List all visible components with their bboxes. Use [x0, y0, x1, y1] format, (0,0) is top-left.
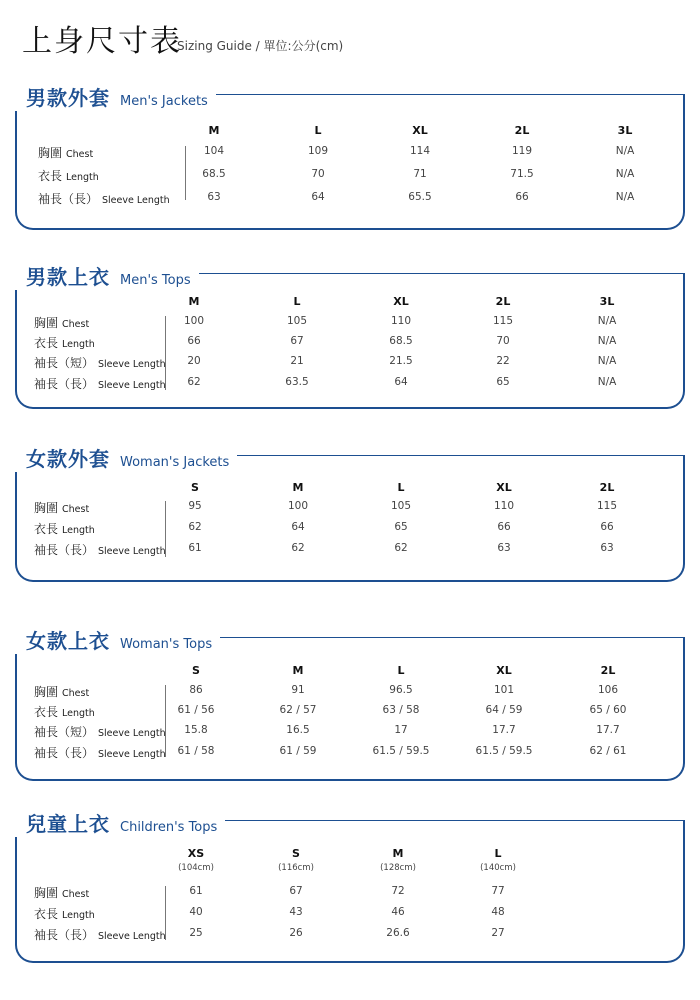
- table-cell: 61 / 56: [177, 704, 215, 716]
- table-cell: N/A: [597, 355, 617, 367]
- row-label-en: Sleeve Length: [98, 728, 166, 739]
- section-title-zh: 兒童上衣: [26, 812, 110, 836]
- table-cell: 63: [600, 542, 614, 554]
- men-s-jackets-section-title: [10, 82, 216, 111]
- table-cell: 100: [183, 315, 205, 327]
- table-cell: 104: [203, 145, 225, 157]
- table-cell: N/A: [615, 168, 635, 180]
- row-label-en: Sleeve Length: [98, 359, 166, 370]
- section-title-en: Woman's Tops: [120, 637, 213, 652]
- row-label-zh: 袖長（長）: [34, 543, 95, 557]
- woman-s-jackets-frame: [15, 455, 685, 582]
- table-cell: 40: [189, 906, 203, 918]
- table-cell: 61.5 / 59.5: [372, 745, 430, 757]
- men-s-jackets-frame: [15, 94, 685, 230]
- row-label-en: Chest: [62, 319, 90, 330]
- size-height-note: (116cm): [278, 863, 314, 873]
- row-label-en: Sleeve Length: [102, 195, 170, 206]
- size-header: XL: [412, 124, 428, 137]
- table-cell: N/A: [597, 315, 617, 327]
- size-header: 2L: [495, 295, 511, 308]
- table-cell: 101: [493, 684, 515, 696]
- table-cell: 65 / 60: [589, 704, 627, 716]
- table-cell: 16.5: [286, 724, 310, 736]
- table-cell: 63: [497, 542, 511, 554]
- table-cell: 106: [597, 684, 619, 696]
- column-divider: [185, 146, 186, 200]
- table-cell: 70: [311, 168, 325, 180]
- row-label-zh: 袖長（長）: [34, 928, 95, 942]
- table-cell: 110: [493, 500, 515, 512]
- size-header: XL: [393, 295, 409, 308]
- row-label-zh: 袖長（長）: [34, 377, 95, 391]
- size-header: XS: [187, 847, 205, 860]
- size-header: 2L: [599, 481, 615, 494]
- row-label-zh: 袖長（短）: [34, 725, 95, 739]
- woman-s-tops-section-title: [10, 625, 220, 654]
- table-cell: 22: [496, 355, 510, 367]
- table-cell: 62: [187, 376, 201, 388]
- section-title-en: Men's Jackets: [120, 94, 208, 109]
- row-label-en: Chest: [62, 688, 90, 699]
- size-header: L: [494, 847, 502, 860]
- table-cell: 64: [291, 521, 305, 533]
- table-cell: 48: [491, 906, 505, 918]
- table-cell: 17.7: [596, 724, 620, 736]
- row-label: [34, 520, 95, 537]
- table-cell: 66: [187, 335, 201, 347]
- men-s-tops-section-title: [10, 261, 199, 290]
- table-cell: 62 / 57: [279, 704, 317, 716]
- size-header: M: [292, 664, 304, 677]
- row-label-en: Sleeve Length: [98, 546, 166, 557]
- table-cell: 70: [496, 335, 510, 347]
- table-cell: 65: [496, 376, 510, 388]
- table-cell: 96.5: [389, 684, 413, 696]
- table-cell: 71: [413, 168, 427, 180]
- row-label: [34, 375, 166, 392]
- size-header: 3L: [617, 124, 633, 137]
- woman-s-jackets-section-title: [10, 443, 237, 472]
- table-cell: 105: [390, 500, 412, 512]
- size-height-note: (104cm): [178, 863, 214, 873]
- section-title-en: Children's Tops: [120, 820, 218, 835]
- size-header: L: [397, 481, 405, 494]
- row-label: [34, 541, 166, 558]
- row-label: [38, 144, 93, 161]
- row-label-zh: 胸圍: [34, 501, 59, 515]
- size-header: L: [314, 124, 322, 137]
- table-cell: 115: [596, 500, 618, 512]
- size-header: 2L: [514, 124, 530, 137]
- table-cell: 21: [290, 355, 304, 367]
- table-cell: 72: [391, 885, 405, 897]
- row-label-zh: 衣長: [34, 336, 59, 350]
- row-label-zh: 衣長: [34, 907, 59, 921]
- row-label: [34, 744, 166, 761]
- size-height-note: (128cm): [380, 863, 416, 873]
- table-cell: 68.5: [202, 168, 226, 180]
- size-header: XL: [496, 481, 512, 494]
- table-cell: 105: [286, 315, 308, 327]
- row-label-zh: 胸圍: [38, 146, 63, 160]
- row-label: [34, 499, 89, 516]
- table-cell: 62: [394, 542, 408, 554]
- row-label: [34, 334, 95, 351]
- table-cell: 62 / 61: [589, 745, 627, 757]
- table-cell: 114: [409, 145, 431, 157]
- row-label: [34, 884, 89, 901]
- size-header: M: [208, 124, 220, 137]
- section-title-zh: 女款外套: [26, 447, 110, 471]
- table-cell: N/A: [615, 145, 635, 157]
- table-cell: N/A: [615, 191, 635, 203]
- row-label-en: Sleeve Length: [98, 749, 166, 760]
- table-cell: 61.5 / 59.5: [475, 745, 533, 757]
- table-cell: 64: [394, 376, 408, 388]
- row-label: [38, 167, 99, 184]
- table-cell: 43: [289, 906, 303, 918]
- size-header: L: [397, 664, 405, 677]
- row-label-en: Length: [66, 172, 99, 183]
- table-cell: 64 / 59: [485, 704, 523, 716]
- size-header: M: [188, 295, 200, 308]
- table-cell: 61 / 58: [177, 745, 215, 757]
- table-cell: 20: [187, 355, 201, 367]
- table-cell: 67: [289, 885, 303, 897]
- table-cell: 110: [390, 315, 412, 327]
- table-cell: 66: [515, 191, 529, 203]
- row-label-en: Length: [62, 339, 95, 350]
- row-label-en: Chest: [66, 149, 94, 160]
- size-header: L: [293, 295, 301, 308]
- size-header: M: [392, 847, 404, 860]
- row-label-zh: 衣長: [34, 705, 59, 719]
- table-cell: 77: [491, 885, 505, 897]
- row-label-zh: 胸圍: [34, 685, 59, 699]
- table-cell: 21.5: [389, 355, 413, 367]
- table-cell: 63 / 58: [382, 704, 420, 716]
- table-cell: 63.5: [285, 376, 309, 388]
- size-height-note: (140cm): [480, 863, 516, 873]
- size-header: 2L: [600, 664, 616, 677]
- table-cell: 46: [391, 906, 405, 918]
- row-label: [38, 190, 170, 207]
- row-label-en: Length: [62, 525, 95, 536]
- table-cell: 95: [188, 500, 202, 512]
- row-label-en: Length: [62, 910, 95, 921]
- section-title-en: Woman's Jackets: [120, 455, 230, 470]
- table-cell: 17.7: [492, 724, 516, 736]
- row-label: [34, 703, 95, 720]
- row-label: [34, 926, 166, 943]
- table-cell: 62: [291, 542, 305, 554]
- table-cell: 62: [188, 521, 202, 533]
- row-label-zh: 袖長（短）: [34, 356, 95, 370]
- table-cell: 66: [600, 521, 614, 533]
- row-label: [34, 723, 166, 740]
- table-cell: 109: [307, 145, 329, 157]
- section-title-zh: 女款上衣: [26, 629, 110, 653]
- size-header: M: [292, 481, 304, 494]
- section-title-zh: 男款上衣: [26, 265, 110, 289]
- row-label-zh: 胸圍: [34, 886, 59, 900]
- row-label-en: Chest: [62, 504, 90, 515]
- table-cell: 68.5: [389, 335, 413, 347]
- table-cell: N/A: [597, 376, 617, 388]
- table-cell: 86: [189, 684, 203, 696]
- row-label-en: Length: [62, 708, 95, 719]
- row-label-zh: 袖長（長）: [34, 746, 95, 760]
- table-cell: 61 / 59: [279, 745, 317, 757]
- row-label-zh: 衣長: [38, 169, 63, 183]
- size-header: S: [292, 847, 300, 860]
- table-cell: 61: [189, 885, 203, 897]
- table-cell: 26: [289, 927, 303, 939]
- table-cell: 71.5: [510, 168, 534, 180]
- row-label-en: Chest: [62, 889, 90, 900]
- size-header: XL: [496, 664, 512, 677]
- row-label: [34, 354, 166, 371]
- table-cell: 115: [492, 315, 514, 327]
- row-label-zh: 袖長（長）: [38, 192, 99, 206]
- row-label: [34, 314, 89, 331]
- table-cell: 25: [189, 927, 203, 939]
- table-cell: 27: [491, 927, 505, 939]
- table-cell: 17: [394, 724, 408, 736]
- table-cell: 26.6: [386, 927, 410, 939]
- table-cell: 65: [394, 521, 408, 533]
- table-cell: 65.5: [408, 191, 432, 203]
- size-header: S: [191, 481, 199, 494]
- row-label: [34, 683, 89, 700]
- table-cell: 63: [207, 191, 221, 203]
- table-cell: 91: [291, 684, 305, 696]
- section-title-zh: 男款外套: [26, 86, 110, 110]
- section-title-en: Men's Tops: [120, 273, 191, 288]
- table-cell: N/A: [597, 335, 617, 347]
- children-s-tops-section-title: [10, 808, 225, 837]
- table-cell: 66: [497, 521, 511, 533]
- row-label-en: Sleeve Length: [98, 380, 166, 391]
- page-subtitle: Sizing Guide / 單位:公分(cm): [177, 39, 344, 53]
- table-cell: 15.8: [184, 724, 208, 736]
- row-label: [34, 905, 95, 922]
- table-cell: 67: [290, 335, 304, 347]
- size-header: S: [192, 664, 200, 677]
- row-label-zh: 胸圍: [34, 316, 59, 330]
- page-title: 上身尺寸表: [22, 24, 182, 59]
- table-cell: 64: [311, 191, 325, 203]
- row-label-zh: 衣長: [34, 522, 59, 536]
- row-label-en: Sleeve Length: [98, 931, 166, 942]
- table-cell: 61: [188, 542, 202, 554]
- table-cell: 100: [287, 500, 309, 512]
- size-header: 3L: [599, 295, 615, 308]
- table-cell: 119: [511, 145, 533, 157]
